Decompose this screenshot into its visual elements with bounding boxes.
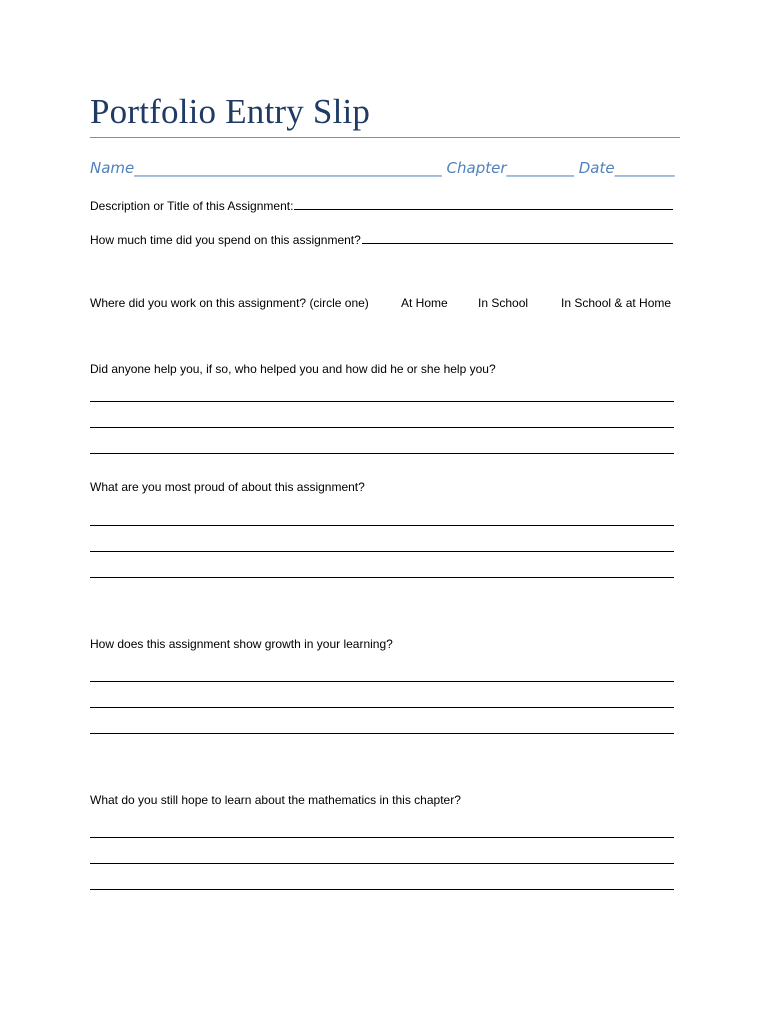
answer-line [90, 681, 674, 682]
answer-line [90, 427, 674, 428]
answer-line [90, 837, 674, 838]
description-blank-line [294, 209, 673, 210]
answer-line [90, 453, 674, 454]
answer-line [90, 551, 674, 552]
option-at-home: At Home [401, 296, 448, 310]
answer-line [90, 401, 674, 402]
question-help: Did anyone help you, if so, who helped you and how did he or she help you? [90, 362, 496, 376]
time-label: How much time did you spend on this assignment? [90, 233, 361, 247]
time-blank-line [362, 243, 673, 244]
answer-line [90, 889, 674, 890]
answer-line [90, 577, 674, 578]
question-growth: How does this assignment show growth in your learning? [90, 637, 393, 651]
option-in-school-and-home: In School & at Home [561, 296, 672, 310]
description-label: Description or Title of this Assignment: [90, 199, 294, 213]
time-field [90, 229, 673, 247]
page-title: Portfolio Entry Slip [90, 92, 371, 131]
question-proud: What are you most proud of about this assignment? [90, 480, 365, 494]
answer-line [90, 863, 674, 864]
title-underline [90, 137, 680, 138]
answer-line [90, 733, 674, 734]
location-question: Where did you work on this assignment? (circle one) [90, 296, 369, 310]
answer-line [90, 525, 674, 526]
answer-line [90, 707, 674, 708]
description-field [90, 195, 673, 213]
name-chapter-date-line: Name_________________________________________ Chapter_________ Date________ [90, 159, 675, 177]
option-in-school: In School [478, 296, 529, 310]
question-hope-to-learn: What do you still hope to learn about the mathematics in this chapter? [90, 793, 461, 807]
